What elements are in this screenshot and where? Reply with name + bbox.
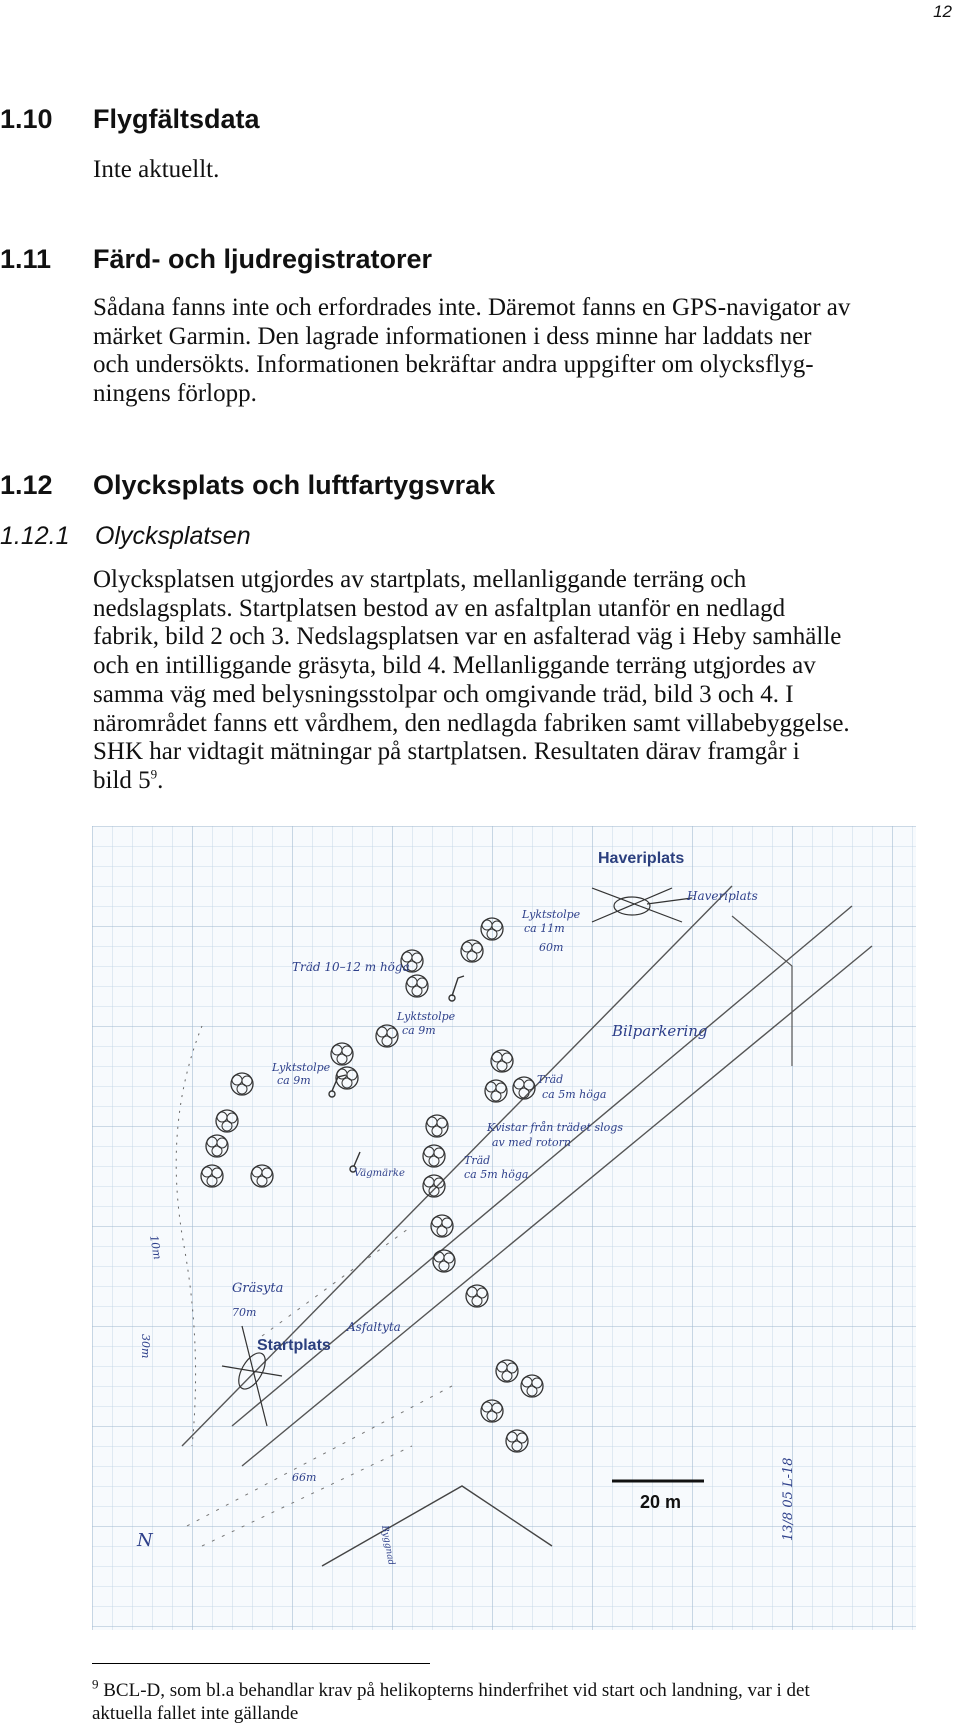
paragraph-line — [93, 767, 933, 796]
paragraph-line: Sådana fanns inte och erfordrades inte. Däremot fanns en GPS-navigator av — [93, 294, 851, 321]
handwritten-note: Träd 10–12 m höga — [292, 960, 410, 974]
section-1-12-heading — [0, 470, 700, 502]
section-title: Olycksplatsen — [95, 522, 251, 550]
section-number: 1.12 — [0, 470, 53, 500]
footnote-line — [92, 1676, 952, 1702]
handwritten-note: av med rotorn — [492, 1136, 572, 1149]
last-line-text: bild 5 — [93, 766, 151, 794]
section-1-12-1-body — [93, 566, 933, 796]
handwritten-note: 10m — [147, 1234, 165, 1261]
last-line-end: . — [157, 766, 164, 794]
handwritten-note: Haveriplats — [687, 889, 758, 903]
handwritten-note: Byggnad — [379, 1524, 396, 1567]
north-marker: N — [137, 1530, 153, 1551]
handwritten-note: 70m — [232, 1306, 257, 1319]
handwritten-note: Asfaltyta — [347, 1320, 401, 1334]
startplats-label: Startplats — [257, 1337, 331, 1354]
section-number: 1.10 — [0, 104, 53, 134]
paragraph-line: samma väg med belysningsstolpar och omgivande träd, bild 3 och 4. I — [93, 680, 794, 708]
paragraph-line: fabrik, bild 2 och 3. Nedslagsplatsen var en asfalterad väg i Heby samhälle — [93, 623, 842, 651]
section-title: Flygfältsdata — [93, 104, 260, 134]
footnote-line: aktuella fallet inte gällande — [92, 1703, 299, 1724]
section-title: Olycksplats och luftfartygsvrak — [93, 470, 496, 500]
handwritten-note: ca 5m höga — [464, 1168, 529, 1181]
paragraph-line: Olycksplatsen utgjordes av startplats, mellanliggande terräng och — [93, 566, 747, 593]
footnote — [92, 1676, 952, 1725]
paragraph-line: ningens förlopp. — [93, 380, 257, 408]
handwritten-date: 13/8 05 L-18 — [781, 1457, 796, 1541]
paragraph-line: nedslagsplats. Startplatsen bestod av en asfaltplan utanför en nedlagd — [93, 594, 786, 622]
footnote-text: BCL-D, som bl.a behandlar krav på helikopterns hinderfrihet vid start och landning, var i det — [103, 1680, 810, 1701]
paragraph-line: närområdet fanns ett vårdhem, den nedlagda fabriken samt villabebyggelse. — [93, 709, 850, 737]
handwritten-note: ca 11m — [524, 922, 565, 935]
section-1-11-body — [93, 294, 933, 409]
handwritten-note: Kvistar från trädet slogs — [487, 1121, 623, 1134]
handwritten-note: ca 9m — [277, 1074, 311, 1087]
section-1-10-heading — [0, 104, 700, 136]
handwritten-note: 30m — [139, 1334, 152, 1359]
footnote-reference[interactable]: 9 — [150, 766, 158, 782]
paragraph-line: och en intilliggande gräsyta, bild 4. Mellanliggande terräng utgjordes av — [93, 652, 816, 680]
handwritten-note: ca 5m höga — [542, 1088, 607, 1101]
paragraph-line: märket Garmin. Den lagrade informationen i dess minne har laddats ner — [93, 322, 812, 350]
footnote-rule — [92, 1663, 430, 1664]
page-number: 12 — [933, 2, 952, 21]
footnote-marker: 9 — [92, 1676, 99, 1692]
section-number: 1.12.1 — [0, 522, 70, 550]
accident-site-sketch — [92, 826, 916, 1630]
handwritten-note: Bilparkering — [612, 1022, 708, 1040]
paragraph-line: Inte aktuellt. — [93, 156, 220, 183]
section-title: Färd- och ljudregistratorer — [93, 244, 433, 274]
section-number: 1.11 — [0, 244, 52, 274]
handwritten-note: Träd — [464, 1154, 491, 1167]
handwritten-note: ca 9m — [402, 1024, 436, 1037]
section-1-11-heading — [0, 244, 700, 276]
section-1-12-1-heading — [0, 522, 700, 552]
haveriplats-label: Haveriplats — [598, 850, 685, 867]
handwritten-note: 60m — [539, 941, 564, 954]
paragraph-line: SHK har vidtagit mätningar på startplatsen. Resultaten därav framgår i — [93, 738, 800, 766]
paragraph-line: och undersökts. Informationen bekräftar andra uppgifter om olycksflyg- — [93, 351, 814, 379]
handwritten-note: Lyktstolpe — [272, 1061, 331, 1074]
handwritten-note: Lyktstolpe — [522, 908, 581, 921]
handwritten-note: Vägmärke — [354, 1168, 405, 1179]
handwritten-note: Träd — [537, 1073, 564, 1086]
scale-label: 20 m — [640, 1492, 682, 1512]
handwritten-note: Lyktstolpe — [397, 1010, 456, 1023]
handwritten-note: Gräsyta — [232, 1281, 284, 1296]
handwritten-note: 66m — [292, 1471, 317, 1484]
section-1-10-body — [93, 156, 933, 185]
